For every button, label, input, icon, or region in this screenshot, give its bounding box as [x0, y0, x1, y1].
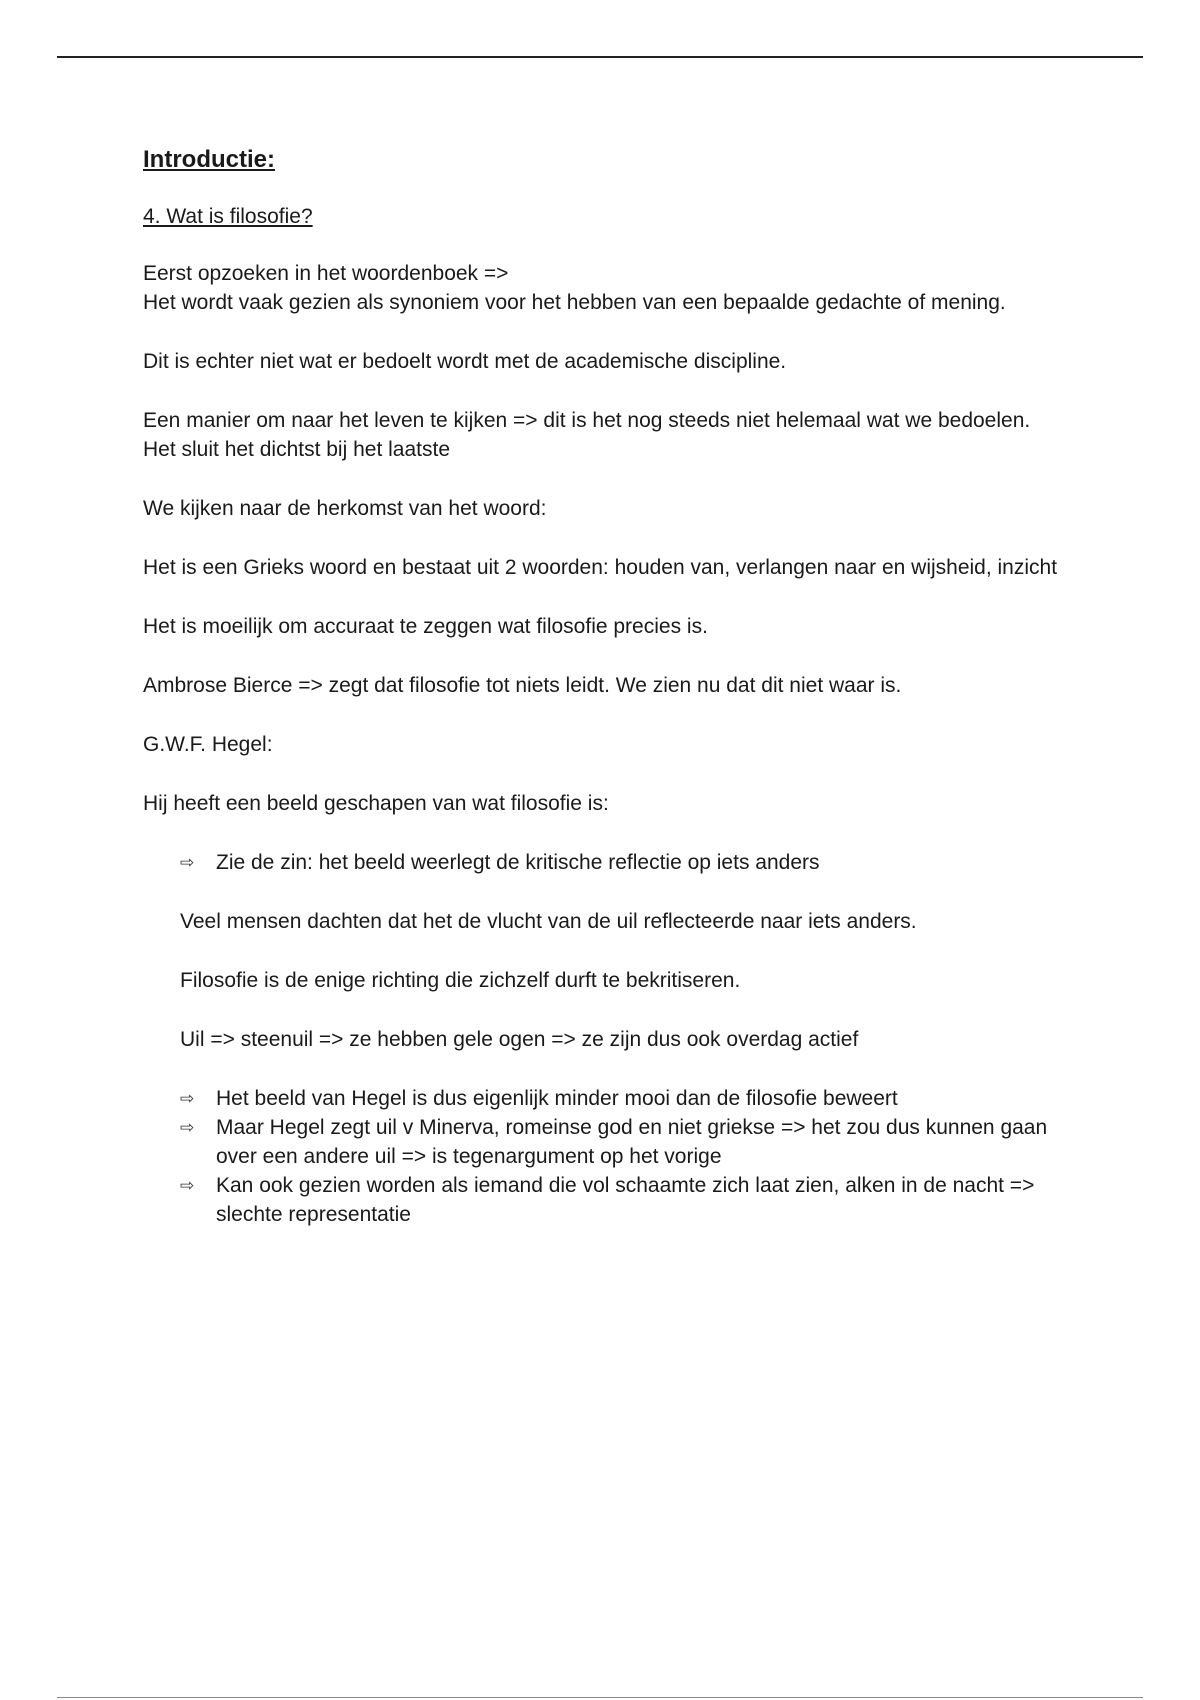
- arrow-bullet-icon: ⇨: [180, 1176, 195, 1195]
- list-item: [180, 1113, 1063, 1171]
- bullet-list: [180, 848, 1063, 877]
- list-item: [180, 1084, 1063, 1113]
- list-item-text: Kan ook gezien worden als iemand die vol schaamte zich laat zien, alken in de nacht => slechte representatie: [216, 1174, 1035, 1226]
- indented-paragraph: Filosofie is de enige richting die zichzelf durft te bekritiseren.: [180, 969, 741, 992]
- paragraph: Dit is echter niet wat er bedoelt wordt met de academische discipline.: [143, 350, 787, 373]
- list-item-text: Zie de zin: het beeld weerlegt de kritische reflectie op iets anders: [216, 851, 820, 874]
- paragraph: We kijken naar de herkomst van het woord:: [143, 497, 547, 520]
- arrow-bullet-icon: ⇨: [180, 1089, 195, 1108]
- indented-paragraph: Veel mensen dachten dat het de vlucht van de uil reflecteerde naar iets anders.: [180, 910, 917, 933]
- paragraph: Het is moeilijk om accuraat te zeggen wat filosofie precies is.: [143, 615, 708, 638]
- list-item: [180, 848, 1063, 877]
- list-item-text: Maar Hegel zegt uil v Minerva, romeinse god en niet griekse => het zou dus kunnen gaan over een andere uil => is tegenargument op het vorige: [216, 1116, 1048, 1168]
- list-item-text: Het beeld van Hegel is dus eigenlijk minder mooi dan de filosofie beweert: [216, 1087, 898, 1110]
- paragraph: G.W.F. Hegel:: [143, 733, 273, 756]
- arrow-bullet-icon: ⇨: [180, 1118, 195, 1137]
- header-rule: [57, 56, 1143, 58]
- indented-paragraph: Uil => steenuil => ze hebben gele ogen => ze zijn dus ook overdag actief: [180, 1028, 859, 1051]
- paragraph: Hij heeft een beeld geschapen van wat filosofie is:: [143, 792, 609, 815]
- footer-rule: [57, 1697, 1143, 1698]
- arrow-bullet-icon: ⇨: [180, 853, 195, 872]
- section-title: 4. Wat is filosofie?: [143, 205, 313, 228]
- paragraph: Eerst opzoeken in het woordenboek => Het wordt vaak gezien als synoniem voor het hebben van een bepaalde gedachte of mening.: [143, 262, 1006, 314]
- paragraph: Het is een Grieks woord en bestaat uit 2 woorden: houden van, verlangen naar en wijsheid, inzicht: [143, 556, 1058, 579]
- paragraph: Ambrose Bierce => zegt dat filosofie tot niets leidt. We zien nu dat dit niet waar is.: [143, 674, 902, 697]
- document-body: [143, 144, 1063, 1259]
- list-item: [180, 1171, 1063, 1229]
- paragraph: Een manier om naar het leven te kijken => dit is het nog steeds niet helemaal wat we bedoelen. Het sluit het dichtst bij het laatste: [143, 409, 1031, 461]
- page-heading: Introductie:: [143, 146, 275, 173]
- bullet-list: [180, 1084, 1063, 1229]
